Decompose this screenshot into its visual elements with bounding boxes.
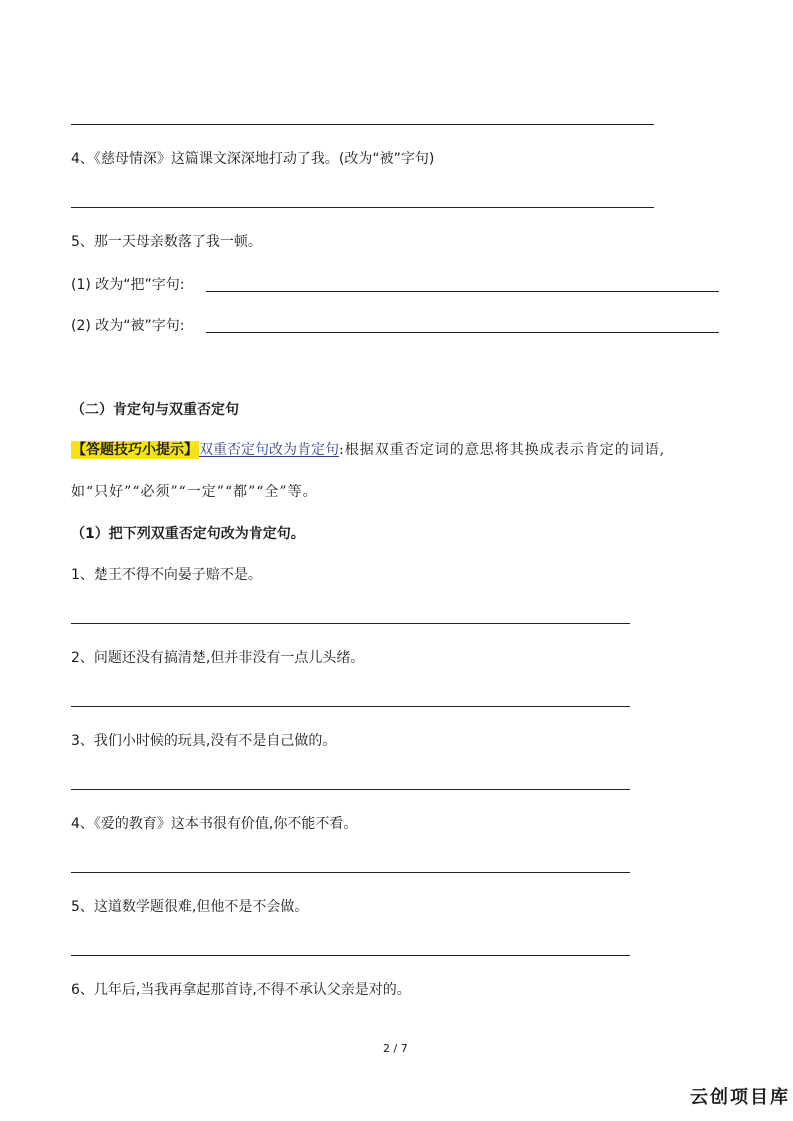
tip-colon: : [339, 442, 345, 458]
question-5-text: 5、那一天母亲数落了我一顿。 [71, 234, 262, 250]
tip-body-line-1: 根据双重否定词的意思将其换成表示肯定的词语, [344, 442, 666, 458]
list-item: 5、这道数学题很难,但他不是不会做。 [71, 899, 309, 915]
answer-line[interactable] [206, 291, 719, 292]
page-number: 2 / 7 [383, 1042, 408, 1055]
answer-line[interactable] [71, 124, 654, 125]
list-item: 1、楚王不得不向晏子赔不是。 [71, 567, 262, 583]
answer-line[interactable] [71, 207, 654, 208]
subheading: （1）把下列双重否定句改为肯定句。 [71, 526, 305, 542]
answer-line[interactable] [71, 789, 630, 790]
tip-line-1 [71, 441, 665, 459]
list-item: 3、我们小时候的玩具,没有不是自己做的。 [71, 733, 337, 749]
answer-line[interactable] [71, 623, 630, 624]
question-5-2-label: (2) 改为“被”字句: [71, 318, 185, 334]
watermark: 云创项目库 [690, 1087, 790, 1108]
question-5-1-label: (1) 改为“把”字句: [71, 277, 185, 293]
list-item: 6、几年后,当我再拿起那首诗,不得不承认父亲是对的。 [71, 982, 411, 998]
answer-line[interactable] [71, 706, 630, 707]
list-item: 4、《爱的教育》这本书很有价值,你不能不看。 [71, 816, 358, 832]
tip-body-line-2: 如“只好”“必须”“一定”“都”“全”等。 [71, 484, 318, 500]
tip-title: 双重否定句改为肯定句 [199, 442, 339, 458]
answer-line[interactable] [71, 872, 630, 873]
answer-line[interactable] [206, 332, 719, 333]
list-item: 2、问题还没有搞清楚,但并非没有一点儿头绪。 [71, 650, 365, 666]
tip-label: 【答题技巧小提示】 [72, 442, 198, 458]
question-4-text: 4、《慈母情深》这篇课文深深地打动了我。(改为“被”字句) [71, 151, 435, 167]
section-heading: （二）肯定句与双重否定句 [71, 402, 239, 418]
answer-line[interactable] [71, 955, 630, 956]
